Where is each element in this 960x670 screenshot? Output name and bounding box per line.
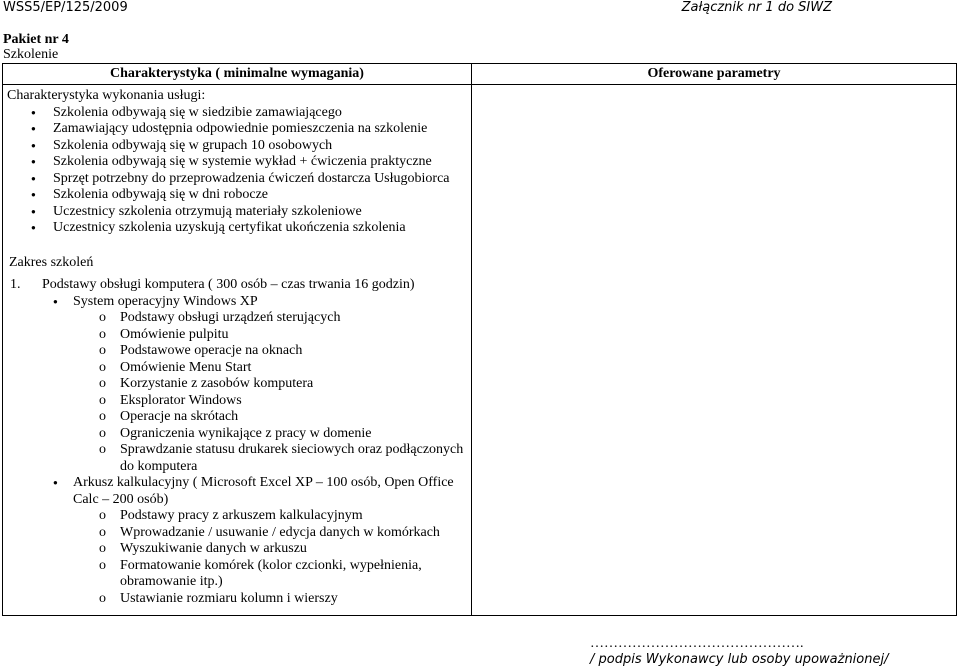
table-header-row [3,64,957,85]
topics-list [7,294,471,608]
list-item: ● Uczestnicy szkolenia otrzymują materiały szkoleniowe [7,204,471,221]
specification-table [2,63,957,616]
course-heading [7,277,471,294]
signature-label: / podpis Wykonawcy lub osoby upoważnionej/ [590,652,889,667]
list-item: ● Sprzęt potrzebny do przeprowadzenia ćwiczeń dostarcza Usługobiorca [7,171,471,188]
requirements-cell [3,85,472,616]
list-item: o Sprawdzanie statusu drukarek sieciowych oraz podłączonych do komputera [73,442,471,475]
list-item: o Formatowanie komórek (kolor czcionki, wypełnienia, obramowanie itp.) [73,558,471,591]
package-title: Pakiet nr 4 [3,32,69,47]
topic-title: System operacyjny Windows XP [73,293,258,309]
requirements-header: Charakterystyka ( minimalne wymagania) [3,64,472,85]
characteristics-title: Charakterystyka wykonania usługi: [7,88,206,103]
list-item: o Korzystanie z zasobów komputera [73,376,471,393]
list-item: o Operacje na skrótach [73,409,471,426]
list-item: ● Szkolenia odbywają się w systemie wykład + ćwiczenia praktyczne [7,154,471,171]
package-subtitle: Szkolenie [3,47,59,62]
course-number: 1. [10,277,21,292]
list-item: o Podstawy pracy z arkuszem kalkulacyjnym [73,508,471,525]
offered-parameters-cell [472,85,957,616]
list-item: ● Szkolenia odbywają się w siedzibie zamawiającego [7,105,471,122]
list-item: o Eksplorator Windows [73,393,471,410]
characteristics-list [7,105,471,237]
list-item: ● Szkolenia odbywają się w dni robocze [7,187,471,204]
list-item: o Wyszukiwanie danych w arkuszu [73,541,471,558]
offered-parameters-header: Oferowane parametry [472,64,957,85]
list-item: o Omówienie Menu Start [73,360,471,377]
table-body-row [3,85,957,616]
list-item: o Podstawy obsługi urządzeń sterujących [73,310,471,327]
document-reference: WSS5/EP/125/2009 [3,0,128,15]
course-title: Podstawy obsługi komputera ( 300 osób – czas trwania 16 godzin) [42,277,415,292]
subtopic-list [7,508,471,607]
list-item: o Omówienie pulpitu [73,327,471,344]
topic-item [7,294,471,476]
attachment-label: Załącznik nr 1 do SIWZ [681,0,832,15]
list-item: o Ograniczenia wynikające z pracy w domenie [73,426,471,443]
list-item: o Wprowadzanie / usuwanie / edycja danych w komórkach [73,525,471,542]
topic-title: Arkusz kalkulacyjny ( Microsoft Excel XP – 100 osób, Open Office Calc – 200 osób) [73,475,454,507]
list-item: ● Zamawiający udostępnia odpowiednie pomieszczenia na szkolenie [7,121,471,138]
signature-line: ………………………………………. [590,636,804,651]
topic-item [7,475,471,607]
list-item: ● Uczestnicy szkolenia uzyskują certyfikat ukończenia szkolenia [7,220,471,237]
list-item: ● Szkolenia odbywają się w grupach 10 osobowych [7,138,471,155]
scope-title: Zakres szkoleń [9,254,94,270]
subtopic-list [7,310,471,475]
list-item: o Ustawianie rozmiaru kolumn i wierszy [73,591,471,608]
list-item: o Podstawowe operacje na oknach [73,343,471,360]
